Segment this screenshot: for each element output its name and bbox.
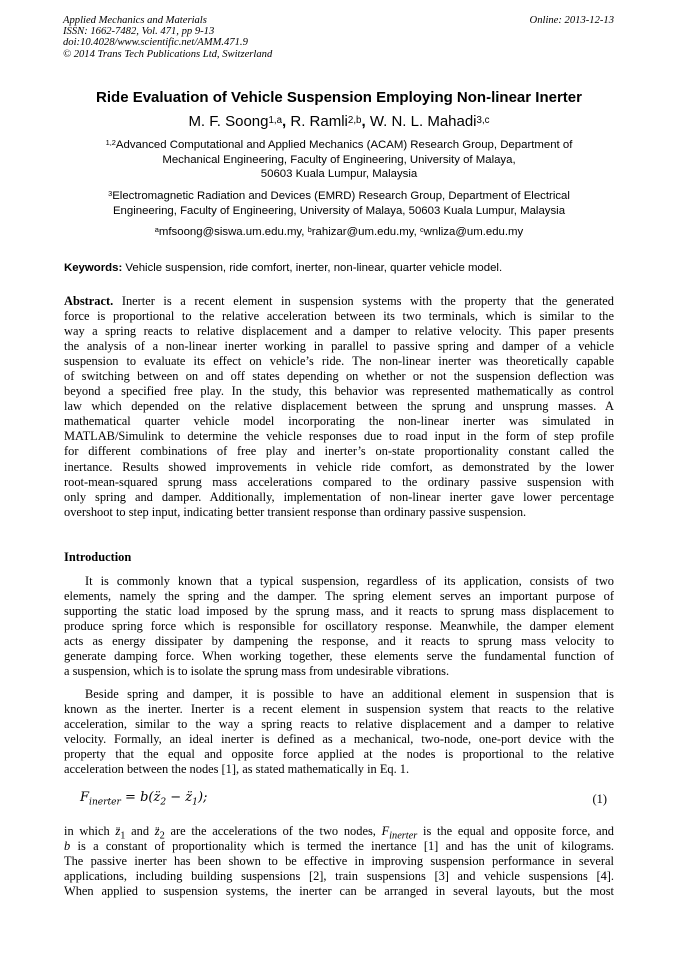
paragraph-line: Beside spring and damper, it is possible to have an additional element in suspension that is [85,687,614,701]
text-run: is a constant of proportionality which is termed the inertance [1] and has the unit of kilograms. [70,839,614,854]
equation-term: = b(z̈ [120,790,161,805]
paragraph-line: The passive inerter has been shown to be effective in improving suspension performance in several [64,854,614,869]
abstract-line: beyond a specified free play. In the study, this behavior was represented mathematically as control [64,384,614,399]
equation-subscript: 1 [192,797,198,808]
email-mark: a [154,225,159,235]
post-equation-paragraph [64,824,614,899]
paragraph-line: property that the equal and opposite force applied at the nodes is proportional to the relative [64,747,614,762]
affiliation-line: Advanced Computational and Applied Mechanics (ACAM) Research Group, Department of [115,139,573,151]
intro-paragraph-1 [64,574,614,679]
online-date: Online: 2013-12-13 [529,15,614,26]
affiliation-line: 50603 Kuala Lumpur, Malaysia [260,168,418,181]
abstract-label: Abstract. [64,294,114,308]
abstract-line: overshoot to step input, indicating better transient response than ordinary passive suspension. [64,504,527,519]
abstract-line: way a spring reacts to relative displacement and a damper to relative velocity. This paper presents [64,324,614,339]
affiliation-line: Electromagnetic Radiation and Devices (EMRD) Research Group, Department of Electrical [112,190,570,202]
journal-name: Applied Mechanics and Materials [63,15,207,26]
abstract-line: force is proportional to the relative acceleration between its two terminals, which is similar to the [64,309,614,324]
paragraph-line: acceleration, similar to the way a spring reacts to relative displacement and a damper to relative [64,717,614,732]
abstract-line: law which depended on the relative displacement between the sprung and unsprung masses. A [64,399,614,414]
math-symbol: z̈ [154,824,160,838]
abstract-line: Inerter is a recent element in suspension systems with the property that the generated [121,294,614,308]
paragraph-line: acceleration between the nodes [1], as stated mathematically in Eq. 1. [64,762,410,777]
text-run: and [125,824,155,838]
affiliation-mark: 1,2 [105,138,116,148]
author-affiliation-mark: 1,a [268,114,283,126]
author-list: M. F. Soong$^{1,a}$, R. Ramli$^{2,b}$, W. N. L. Mahadi$^{3,c}$ [188,113,490,130]
intro-paragraph-2 [64,687,614,777]
equation-term: − z̈ [166,790,193,805]
affiliation-mark: 3 [108,189,113,199]
equation-number: (1) [592,792,607,806]
issn-line: ISSN: 1662-7482, Vol. 471, pp 9-13 [63,26,215,38]
paper-title: Ride Evaluation of Vehicle Suspension Employing Non-linear Inerter [96,89,582,106]
abstract [64,294,614,520]
math-subscript: 1 [120,830,126,842]
equation-subscript: inerter [89,797,121,808]
keywords-label: Keywords: [64,262,123,274]
affiliation-line: Engineering, Faculty of Engineering, University of Malaya, 50603 Kuala Lumpur, Malaysia [112,204,566,217]
abstract-line: the analysis of a non-linear inerter working in parallel to passive spring and damper of a vehicle [64,339,614,354]
paragraph-line: When applied to suspension systems, the inerter can be arranged in several layouts, but the most [64,884,614,899]
abstract-line: of switching between on and off states depending on whether or not the suspension deflection was [64,369,614,384]
paragraph-line: It is commonly known that a typical suspension, regardless of its application, consists of two [85,574,614,588]
abstract-line: suspension to evaluate its effect on vehicle’s ride. The non-linear inerter was theoretically capable [64,354,614,369]
affiliation-line: Mechanical Engineering, Faculty of Engineering, University of Malaya, [162,153,516,166]
author-name: R. Ramli [290,113,348,130]
text-run: are the accelerations of the two nodes, [164,824,382,838]
abstract-line: inertance. Results showed improvements in vehicle ride comfort, as demonstrated by the lower [64,459,614,474]
math-symbol: z̈ [115,824,121,838]
paragraph-line: produce spring force which is responsible for oscillatory response. Meanwhile, the damper element [64,619,614,634]
abstract-line: mathematical quarter vehicle model incorporating the non-linear inerter was simulated in [64,414,614,429]
paragraph-line: generate damping force. When working together, these elements serve the fundamental function of [64,649,614,664]
doi-line[interactable]: doi:10.4028/www.scientific.net/AMM.471.9 [63,37,248,49]
author-name: W. N. L. Mahadi [369,113,477,130]
abstract-line: only spring and damper. Additionally, implementation of non-linear inerter gave lower percentage [64,489,614,504]
equation-symbol: F [80,790,90,805]
email-link[interactable]: rahizar@um.edu.my, [311,226,417,238]
keywords [64,261,502,275]
journal-header [63,15,272,60]
paragraph-line: elements, namely the spring and the damper. The spring element serves an important purpose of [64,589,614,604]
equation-term: ); [197,790,208,805]
math-subscript: 2 [159,830,165,842]
keywords-text: Vehicle suspension, ride comfort, inerter, non-linear, quarter vehicle model. [125,262,503,274]
section-heading-introduction: Introduction [64,550,132,564]
abstract-line: root-mean-squared sprung mass accelerations compared to the ordinary passive suspension with [64,474,614,489]
author-name: M. F. Soong [188,113,269,130]
abstract-line: MATLAB/Simulink to determine the vehicle responses due to road input in the form of step profile [64,429,614,444]
copyright-line: © 2014 Trans Tech Publications Ltd, Switzerland [63,48,273,60]
affiliation-1 [60,138,618,182]
affiliation-2 [60,189,618,218]
paragraph-line: supporting the static load imposed by the sprung mass, and it reacts to sprung mass displacement to [64,604,614,619]
math-symbol: F [381,824,390,838]
abstract-line: for different combinations of free play and inerter’s on-state proportionality constant called the [64,444,614,459]
text-run: in which [64,824,116,838]
author-affiliation-mark: 2,b [347,114,362,126]
paragraph-line: a suspension, which is to isolate the sprung mass from undesirable vibrations. [64,664,450,679]
email-mark: b [307,225,312,235]
email-link[interactable]: mfsoong@siswa.um.edu.my, [158,226,305,238]
paragraph-line: known as the inerter. Inerter is a recent element in suspension system that reacts to the relative [64,702,614,717]
equation-subscript: 2 [160,797,167,808]
author-affiliation-mark: 3,c [476,114,490,126]
email-mark: c [419,225,424,235]
math-subscript: inerter [389,830,418,842]
email-link[interactable]: wnliza@um.edu.my [423,226,524,238]
math-symbol: b [64,839,71,854]
paragraph-line: applications, including building suspensions [2], train suspensions [3] and vehicle suspensions [4]. [64,869,614,884]
paragraph-line: velocity. Formally, an ideal inerter is defined as a mechanical, two-node, one-port device with the [64,732,614,747]
equation-1 [80,789,207,812]
paragraph-line: acts as energy dissipater by dampening the response, and it reacts to sprung mass velocity to [64,634,614,649]
text-run: is the equal and opposite force, and [417,824,614,838]
author-emails [0,225,678,239]
